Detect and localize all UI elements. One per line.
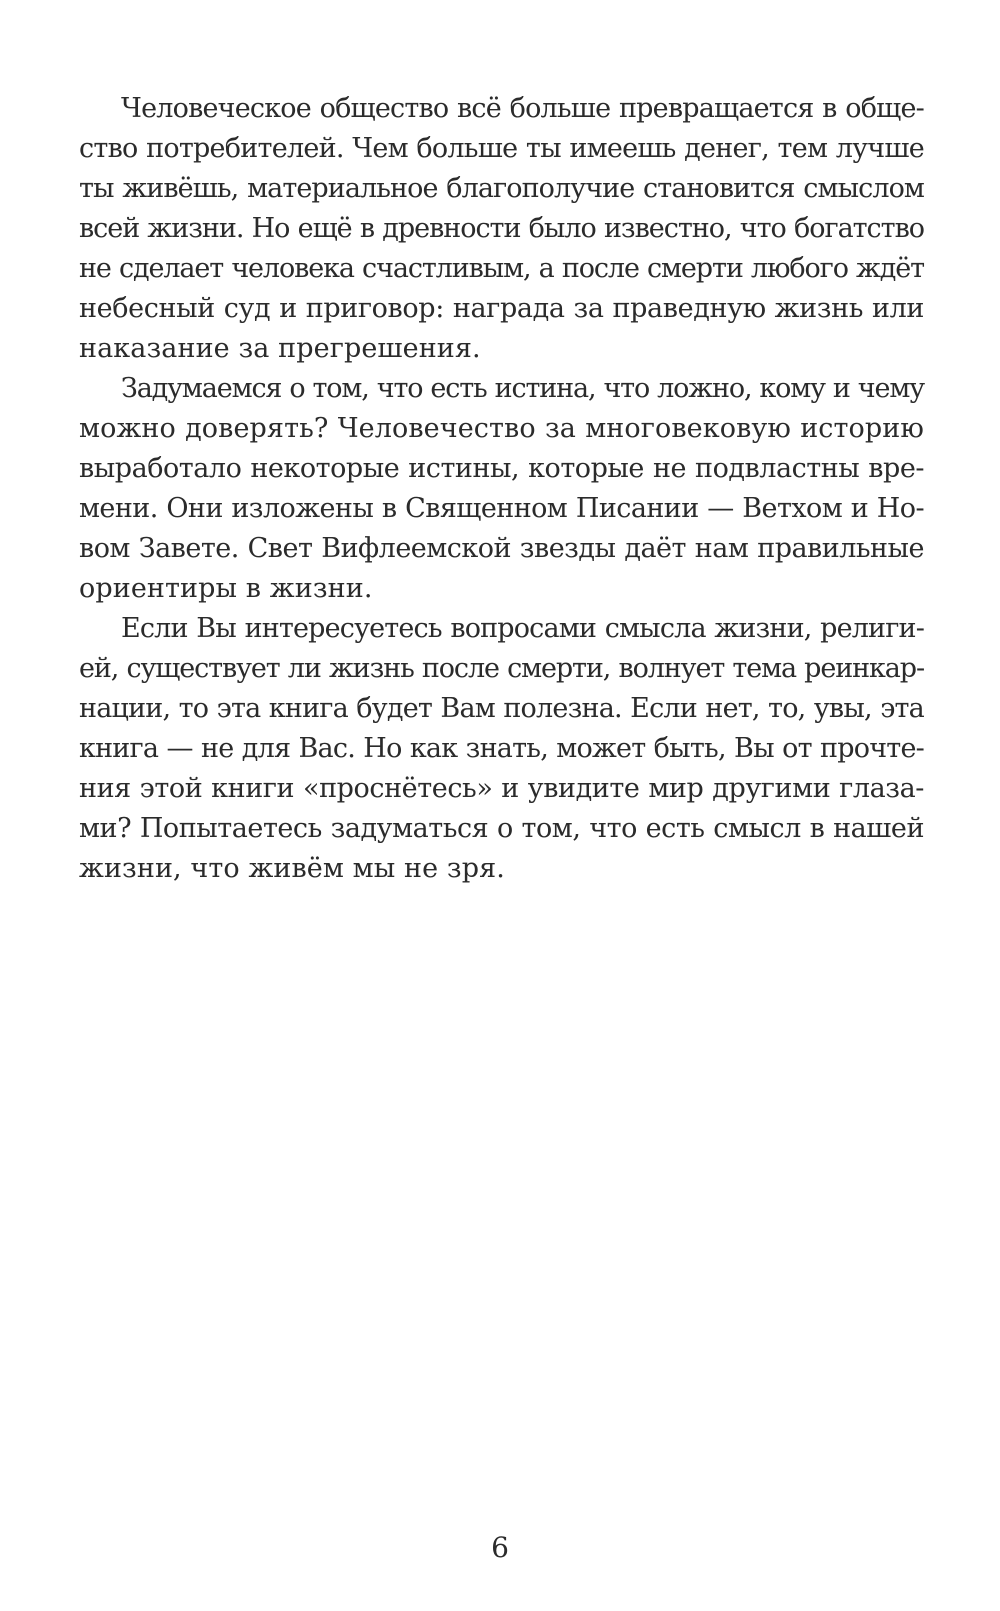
text-line: книга — не для Вас. Но как знать, может быть, Вы от прочте- (79, 733, 924, 764)
paragraph-3 (79, 609, 924, 889)
text-line: ты живёшь, материальное благополучие становится смыслом (79, 173, 924, 204)
text-line: ния этой книги «проснётесь» и увидите мир другими глаза- (79, 773, 924, 804)
text-line: выработало некоторые истины, которые не подвластны вре- (79, 453, 924, 484)
text-line: ориентиры в жизни. (79, 573, 373, 604)
text-line: ми? Попытаетесь задуматься о том, что есть смысл в нашей (79, 813, 924, 844)
text-line: нации, то эта книга будет Вам полезна. Если нет, то, увы, эта (79, 693, 924, 724)
text-line: можно доверять? Человечество за многовековую историю (79, 413, 924, 444)
text-line: ство потребителей. Чем больше ты имеешь денег, тем лучше (79, 133, 924, 164)
text-line: всей жизни. Но ещё в древности было известно, что богатство (79, 213, 924, 244)
body-text (79, 89, 924, 889)
text-line: ей, существует ли жизнь после смерти, волнует тема реинкар- (79, 653, 924, 684)
text-line: наказание за прегрешения. (79, 333, 481, 364)
text-line: Если Вы интересуетесь вопросами смысла жизни, религи- (121, 613, 924, 644)
text-line: мени. Они изложены в Священном Писании — Ветхом и Но- (79, 493, 924, 524)
text-line: небесный суд и приговор: награда за праведную жизнь или (79, 293, 924, 324)
paragraph-2 (79, 369, 924, 609)
paragraph-1 (79, 89, 924, 369)
text-line: Задумаемся о том, что есть истина, что ложно, кому и чему (121, 373, 924, 404)
text-line: Человеческое общество всё больше превращается в обще- (121, 93, 924, 124)
text-line: вом Завете. Свет Вифлеемской звезды даёт нам правильные (79, 533, 924, 564)
text-line: не сделает человека счастливым, а после смерти любого ждёт (79, 253, 924, 284)
text-line: жизни, что живём мы не зря. (79, 853, 505, 884)
page-number: 6 (491, 1531, 509, 1564)
